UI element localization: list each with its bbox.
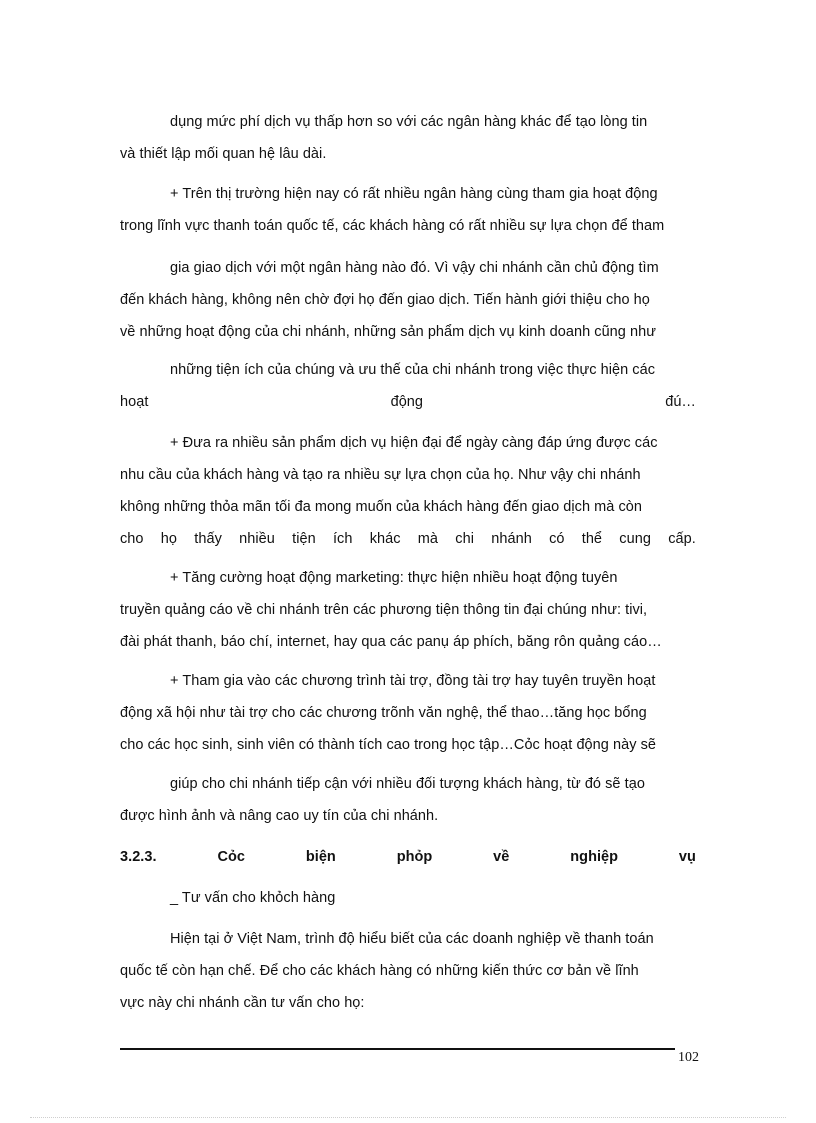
word: thể (581, 531, 603, 547)
text-line: những tiện ích của chúng và ưu thế của chi nhánh trong việc thực hiện các (170, 362, 655, 378)
text-line-spread (120, 392, 696, 412)
heading-word: nghiệp (570, 849, 619, 865)
word: đú… (665, 394, 696, 410)
text-line: trong lĩnh vực thanh toán quốc tế, các khách hàng có rất nhiều sự lựa chọn để tham (120, 218, 665, 234)
word: nhiều (239, 531, 275, 547)
heading-word: phỏp (396, 849, 433, 865)
text-line: + Đưa ra nhiều sản phẩm dịch vụ hiện đại để ngày càng đáp ứng được các (170, 435, 658, 451)
text-line: giúp cho chi nhánh tiếp cận với nhiều đối tượng khách hàng, từ đó sẽ tạo (170, 776, 645, 792)
word: có (549, 531, 565, 547)
word: nhánh (491, 531, 532, 547)
word: họ (160, 531, 178, 547)
word: cung (619, 531, 651, 547)
heading-word: biện (305, 849, 336, 865)
heading-word: Cỏc (217, 849, 245, 865)
word: hoạt (120, 394, 149, 410)
word: thấy (194, 531, 222, 547)
text-line: gia giao dịch với một ngân hàng nào đó. Vì vậy chi nhánh cần chủ động tìm (170, 260, 659, 276)
word: động (390, 394, 424, 410)
word: cấp. (668, 531, 696, 547)
text-line: động xã hội như tài trợ cho các chương trõnh văn nghệ, thể thao…tăng học bổng (120, 705, 647, 721)
word: tiện (292, 531, 316, 547)
text-line: không những thỏa mãn tối đa mong muốn của khách hàng đến giao dịch mà còn (120, 499, 643, 515)
page-number: 102 (678, 1050, 699, 1065)
text-line: vực này chi nhánh cần tư vấn cho họ: (120, 995, 365, 1011)
text-line: và thiết lập mối quan hệ lâu dài. (120, 146, 327, 162)
subheading-line: _ Tư vấn cho khỏch hàng (170, 890, 336, 906)
text-line: dụng mức phí dịch vụ thấp hơn so với các ngân hàng khác để tạo lòng tin (170, 114, 648, 130)
text-line: Hiện tại ở Việt Nam, trình độ hiểu biết của các doanh nghiệp về thanh toán (170, 931, 654, 947)
word: khác (369, 531, 401, 547)
word: ích (332, 531, 353, 547)
section-heading (120, 847, 696, 867)
text-line: truyền quảng cáo về chi nhánh trên các phương tiện thông tin đại chúng như: tivi, (120, 602, 648, 618)
text-line: về những hoạt động của chi nhánh, những sản phẩm dịch vụ kinh doanh cũng như (120, 324, 656, 340)
page-edge-divider (30, 1117, 786, 1118)
text-line: + Tăng cường hoạt động marketing: thực hiện nhiều hoạt động tuyên (170, 570, 618, 586)
word: mà (417, 531, 439, 547)
heading-word: về (493, 849, 510, 865)
text-line: cho các học sinh, sinh viên có thành tích cao trong học tập…Cỏc hoạt động này sẽ (120, 737, 656, 753)
word: cho (120, 531, 144, 547)
text-line-spread (120, 529, 696, 549)
text-line: nhu cầu của khách hàng và tạo ra nhiều sự lựa chọn của họ. Như vậy chi nhánh (120, 467, 641, 483)
text-line: + Tham gia vào các chương trình tài trợ, đồng tài trợ hay tuyên truyền hoạt (170, 673, 656, 689)
word: chi (455, 531, 474, 547)
text-line: quốc tế còn hạn chế. Để cho các khách hàng có những kiến thức cơ bản về lĩnh (120, 963, 639, 979)
text-line: đài phát thanh, báo chí, internet, hay qua các panụ áp phích, băng rôn quảng cáo… (120, 634, 662, 650)
text-line: được hình ảnh và nâng cao uy tín của chi nhánh. (120, 808, 439, 824)
text-line: + Trên thị trường hiện nay có rất nhiều ngân hàng cùng tham gia hoạt động (170, 186, 658, 202)
heading-word: vụ (678, 849, 696, 865)
text-line: đến khách hàng, không nên chờ đợi họ đến giao dịch. Tiến hành giới thiệu cho họ (120, 292, 650, 308)
footer-rule (120, 1048, 675, 1050)
heading-word: 3.2.3. (120, 849, 157, 865)
